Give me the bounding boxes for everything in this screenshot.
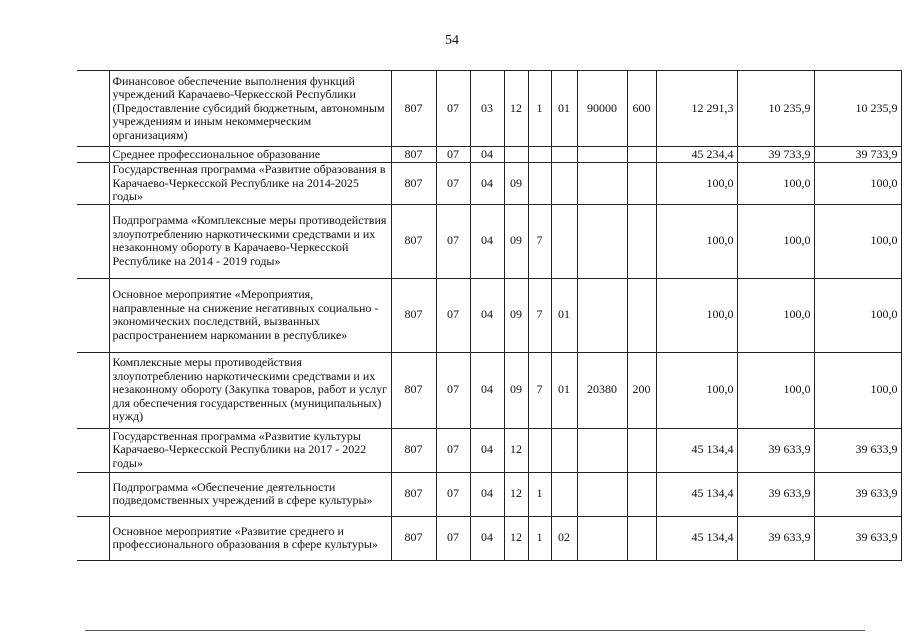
expense-type-cell: 200 <box>627 352 656 428</box>
event-cell <box>551 147 577 163</box>
direction-cell <box>577 147 627 163</box>
section-cell: 07 <box>436 163 470 205</box>
code-grbs-cell: 807 <box>391 204 436 278</box>
amount-year2-cell: 100,0 <box>737 163 814 205</box>
program-cell: 12 <box>504 428 528 472</box>
amount-year1-cell: 100,0 <box>656 204 737 278</box>
code-grbs-cell: 807 <box>391 516 436 560</box>
expense-type-cell <box>627 278 656 352</box>
event-cell: 01 <box>551 71 577 147</box>
subsection-cell: 04 <box>470 428 504 472</box>
amount-year1-cell: 45 234,4 <box>656 147 737 163</box>
section-cell: 07 <box>436 428 470 472</box>
subsection-cell: 04 <box>470 278 504 352</box>
subprogram-cell <box>528 147 551 163</box>
direction-cell: 20380 <box>577 352 627 428</box>
subprogram-cell <box>528 428 551 472</box>
amount-year1-cell: 45 134,4 <box>656 472 737 516</box>
amount-year2-cell: 10 235,9 <box>737 71 814 147</box>
direction-cell <box>577 472 627 516</box>
event-cell <box>551 428 577 472</box>
subsection-cell: 04 <box>470 472 504 516</box>
amount-year1-cell: 12 291,3 <box>656 71 737 147</box>
subsection-cell: 04 <box>470 204 504 278</box>
direction-cell <box>577 278 627 352</box>
amount-year3-cell: 100,0 <box>814 204 901 278</box>
subsection-cell: 03 <box>470 71 504 147</box>
subsection-cell: 04 <box>470 352 504 428</box>
row-name: Основное мероприятие «Мероприятия, направленные на снижение негативных социально - экономических последствий, вызванных распространением наркомании в республике» <box>109 278 391 352</box>
table-row <box>77 428 901 472</box>
row-marker-cell <box>77 147 109 163</box>
row-marker-cell <box>77 204 109 278</box>
expense-type-cell <box>627 204 656 278</box>
subsection-cell: 04 <box>470 147 504 163</box>
amount-year2-cell: 100,0 <box>737 278 814 352</box>
table-row <box>77 204 901 278</box>
section-cell: 07 <box>436 71 470 147</box>
amount-year3-cell: 39 733,9 <box>814 147 901 163</box>
amount-year3-cell: 10 235,9 <box>814 71 901 147</box>
direction-cell <box>577 163 627 205</box>
section-cell: 07 <box>436 516 470 560</box>
row-marker-cell <box>77 163 109 205</box>
row-marker-cell <box>77 352 109 428</box>
section-cell: 07 <box>436 352 470 428</box>
section-cell: 07 <box>436 204 470 278</box>
section-cell: 07 <box>436 147 470 163</box>
amount-year2-cell: 39 733,9 <box>737 147 814 163</box>
program-cell: 09 <box>504 352 528 428</box>
expense-type-cell <box>627 163 656 205</box>
row-name: Финансовое обеспечение выполнения функций учреждений Карачаево-Черкесской Республики (Предоставление субсидий бюджетным, автономным учреждениям и иным некоммерческим организациям) <box>109 71 391 147</box>
direction-cell <box>577 516 627 560</box>
amount-year1-cell: 45 134,4 <box>656 428 737 472</box>
subprogram-cell: 7 <box>528 204 551 278</box>
program-cell: 09 <box>504 278 528 352</box>
subsection-cell: 04 <box>470 516 504 560</box>
code-grbs-cell: 807 <box>391 472 436 516</box>
event-cell <box>551 204 577 278</box>
row-marker-cell <box>77 71 109 147</box>
program-cell: 12 <box>504 472 528 516</box>
table-row <box>77 278 901 352</box>
row-name: Государственная программа «Развитие культуры Карачаево-Черкесской Республики на 2017 - 2022 годы» <box>109 428 391 472</box>
table-body <box>77 71 901 561</box>
section-cell: 07 <box>436 278 470 352</box>
amount-year3-cell: 100,0 <box>814 278 901 352</box>
subprogram-cell: 7 <box>528 352 551 428</box>
table-row <box>77 352 901 428</box>
program-cell <box>504 147 528 163</box>
row-marker-cell <box>77 516 109 560</box>
expense-type-cell <box>627 472 656 516</box>
bottom-rule <box>85 630 865 631</box>
subprogram-cell: 1 <box>528 71 551 147</box>
program-cell: 12 <box>504 516 528 560</box>
subsection-cell: 04 <box>470 163 504 205</box>
event-cell: 02 <box>551 516 577 560</box>
direction-cell: 90000 <box>577 71 627 147</box>
amount-year3-cell: 39 633,9 <box>814 472 901 516</box>
amount-year1-cell: 45 134,4 <box>656 516 737 560</box>
amount-year2-cell: 39 633,9 <box>737 516 814 560</box>
amount-year1-cell: 100,0 <box>656 278 737 352</box>
code-grbs-cell: 807 <box>391 71 436 147</box>
subprogram-cell <box>528 163 551 205</box>
amount-year3-cell: 39 633,9 <box>814 516 901 560</box>
row-name: Комплексные меры противодействия злоупотреблению наркотическими средствами и их незаконному обороту (Закупка товаров, работ и услуг для обеспечения государственных (муниципальных) нужд) <box>109 352 391 428</box>
code-grbs-cell: 807 <box>391 428 436 472</box>
subprogram-cell: 1 <box>528 516 551 560</box>
code-grbs-cell: 807 <box>391 352 436 428</box>
page-number: 54 <box>445 33 459 48</box>
program-cell: 12 <box>504 71 528 147</box>
row-marker-cell <box>77 472 109 516</box>
expense-type-cell <box>627 428 656 472</box>
table-row <box>77 472 901 516</box>
row-name: Государственная программа «Развитие образования в Карачаево-Черкесской Республике на 2014-2025 годы» <box>109 163 391 205</box>
amount-year3-cell: 100,0 <box>814 352 901 428</box>
expense-type-cell <box>627 147 656 163</box>
expense-type-cell <box>627 516 656 560</box>
budget-table <box>77 70 902 561</box>
table-row <box>77 516 901 560</box>
amount-year2-cell: 100,0 <box>737 352 814 428</box>
direction-cell <box>577 428 627 472</box>
code-grbs-cell: 807 <box>391 163 436 205</box>
table-row <box>77 163 901 205</box>
table-row <box>77 147 901 163</box>
direction-cell <box>577 204 627 278</box>
row-name: Основное мероприятие «Развитие среднего и профессионального образования в сфере культуры» <box>109 516 391 560</box>
event-cell <box>551 472 577 516</box>
row-name: Подпрограмма «Обеспечение деятельности подведомственных учреждений в сфере культуры» <box>109 472 391 516</box>
code-grbs-cell: 807 <box>391 147 436 163</box>
event-cell: 01 <box>551 352 577 428</box>
event-cell: 01 <box>551 278 577 352</box>
subprogram-cell: 7 <box>528 278 551 352</box>
expense-type-cell: 600 <box>627 71 656 147</box>
row-name: Среднее профессиональное образование <box>109 147 391 163</box>
table-row <box>77 71 901 147</box>
amount-year2-cell: 100,0 <box>737 204 814 278</box>
program-cell: 09 <box>504 163 528 205</box>
amount-year3-cell: 39 633,9 <box>814 428 901 472</box>
program-cell: 09 <box>504 204 528 278</box>
code-grbs-cell: 807 <box>391 278 436 352</box>
amount-year1-cell: 100,0 <box>656 163 737 205</box>
row-marker-cell <box>77 428 109 472</box>
section-cell: 07 <box>436 472 470 516</box>
amount-year1-cell: 100,0 <box>656 352 737 428</box>
amount-year2-cell: 39 633,9 <box>737 428 814 472</box>
row-name: Подпрограмма «Комплексные меры противодействия злоупотреблению наркотическими средствами и их незаконному обороту в Карачаево-Черкесской Республике на 2014 - 2019 годы» <box>109 204 391 278</box>
event-cell <box>551 163 577 205</box>
subprogram-cell: 1 <box>528 472 551 516</box>
amount-year2-cell: 39 633,9 <box>737 472 814 516</box>
row-marker-cell <box>77 278 109 352</box>
amount-year3-cell: 100,0 <box>814 163 901 205</box>
